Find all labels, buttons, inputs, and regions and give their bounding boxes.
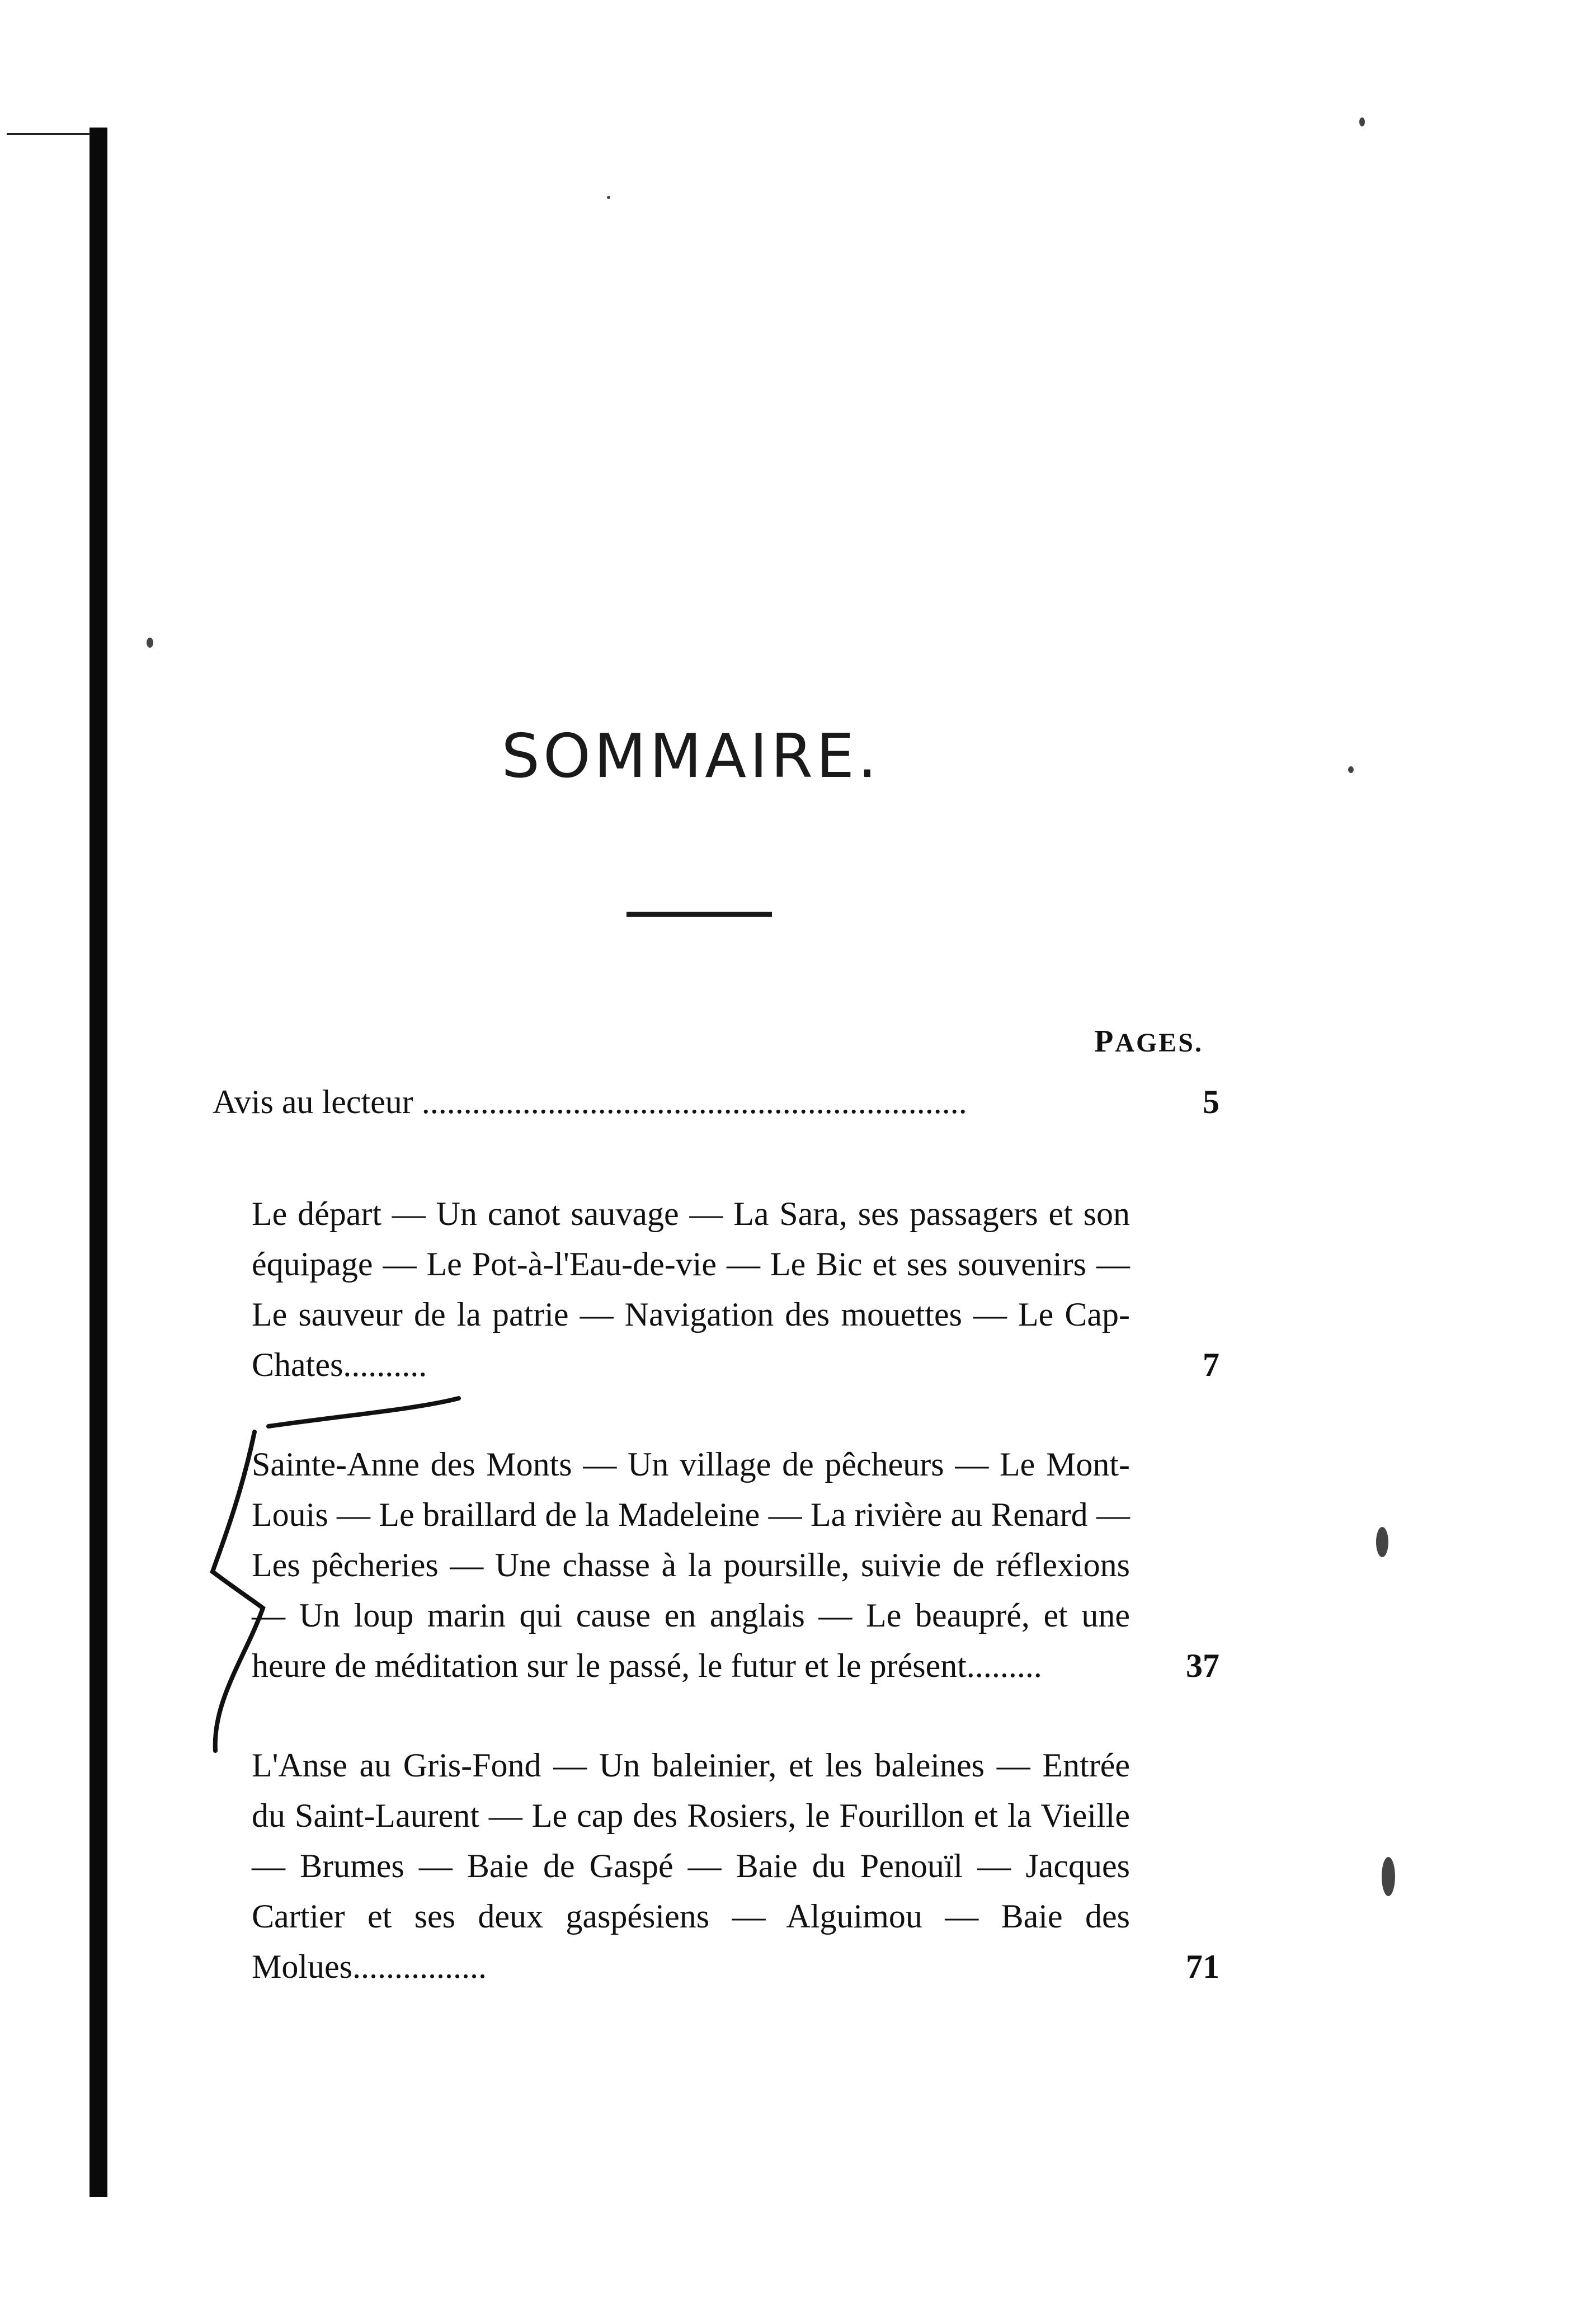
pages-header-initial: P (1094, 1024, 1115, 1059)
binding-edge (90, 128, 107, 2197)
title-rule (627, 912, 772, 917)
scan-speck (607, 196, 610, 199)
scan-speck (1376, 1527, 1388, 1557)
toc-entry-text: Avis au lecteur ................................................................. (213, 1083, 967, 1120)
scan-speck (1382, 1857, 1395, 1896)
handwritten-bracket-mark (201, 1387, 470, 1756)
toc-entry-text: L'Anse au Gris-Fond — Un baleinier, et les baleines — Entrée du Saint-Laurent — Le cap des Rosiers, le Fourillon et la Vieille — Brumes — Baie de Gaspé — Baie du Penouïl — Jacques Cartier et ses deux gaspésiens — Alguimou — Baie des Molues................ (252, 1747, 1130, 1985)
scan-speck (1359, 117, 1365, 126)
toc-entry-page: 71 (1186, 1948, 1219, 1985)
toc-entry-depart (213, 1189, 1219, 1390)
toc-entry-anse-gris-fond (213, 1740, 1219, 1992)
toc-entry-text: Sainte-Anne des Monts — Un village de pêcheurs — Le Mont-Louis — Le braillard de la Madeleine — La rivière au Renard — Les pêcheries — Une chasse à la poursille, suivie de réflexions — Un loup marin qui cause en anglais — Le beaupré, et une heure de méditation sur le passé, le futur et le présent......... (252, 1446, 1130, 1684)
toc-entry-page: 5 (1203, 1083, 1219, 1120)
scan-speck (1348, 766, 1354, 773)
scan-edge-line (7, 133, 91, 135)
toc-entry-page: 7 (1203, 1346, 1219, 1383)
toc-entry-avis (213, 1077, 1219, 1127)
pages-header-rest: AGES. (1115, 1028, 1203, 1058)
scan-speck (147, 638, 153, 648)
toc-entry-text: Le départ — Un canot sauvage — La Sara, ses passagers et son équipage — Le Pot-à-l'Eau-de-vie — Le Bic et ses souvenirs — Le sauveur de la patrie — Navigation des mouettes — Le Cap-Chates.......... (252, 1195, 1130, 1383)
pages-column-header (1094, 1024, 1203, 1059)
toc-entry-page: 37 (1186, 1647, 1219, 1684)
page-title: SOMMAIRE. (501, 722, 880, 791)
